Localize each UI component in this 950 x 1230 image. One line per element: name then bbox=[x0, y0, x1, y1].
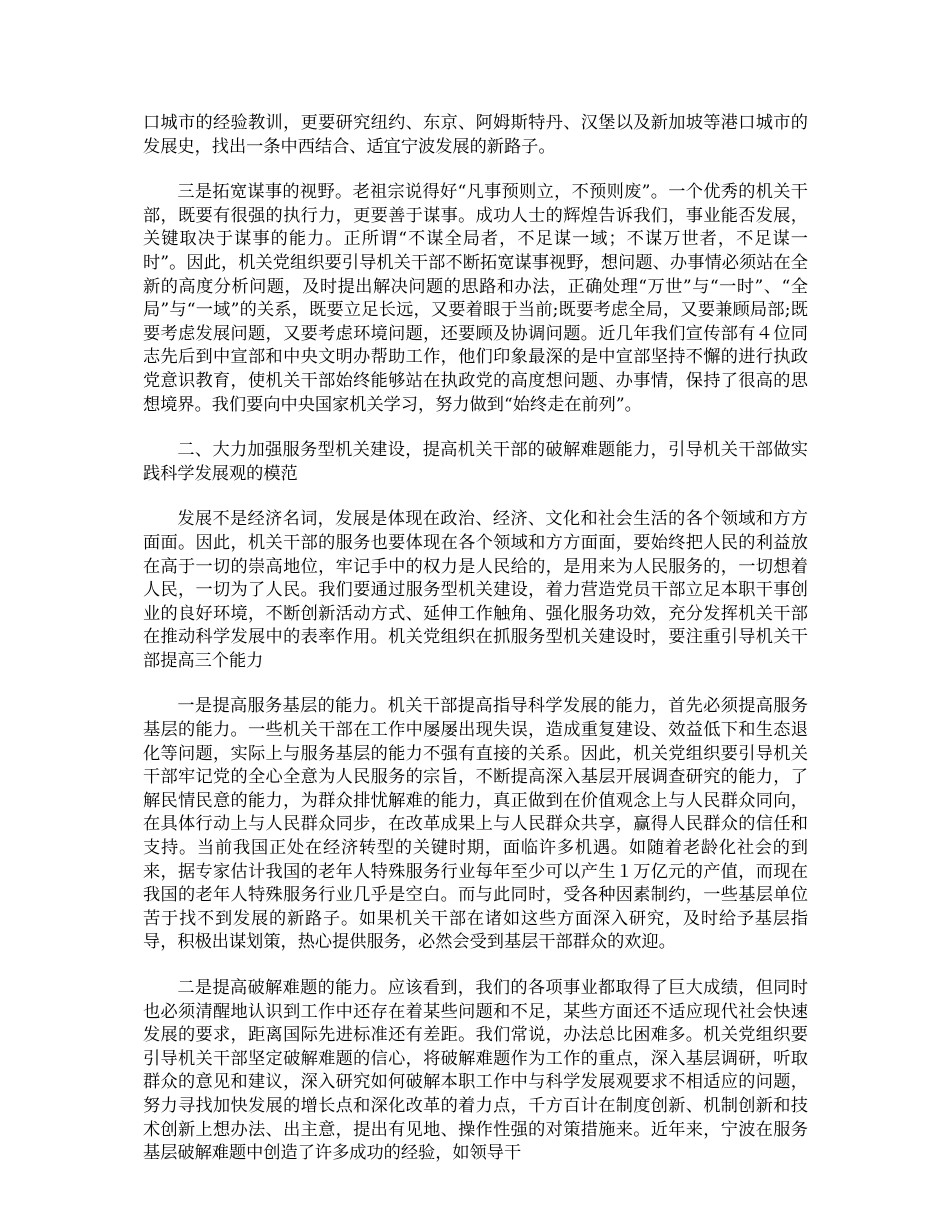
paragraph-development-intro: 发展不是经济名词，发展是体现在政治、经济、文化和社会生活的各个领域和方方面面。因此，机关干部的服务也要体现在各个领域和方方面面，要始终把人民的利益放在高于一切的崇高地位，牢记手中的权力是人民给的，是用来为人民服务的，一切想着人民，一切为了人民。我们要通过服务型机关建设，着力营造党员干部立足本职干事创业的良好环境，不断创新活动方式、延伸工作触角、强化服务功效，充分发挥机关干部在推动科学发展中的表率作用。机关党组织在抓服务型机关建设时，要注重引导机关干部提高三个能力 bbox=[143, 509, 808, 671]
paragraph-first-point-serve-grassroots: 一是提高服务基层的能力。机关干部提高指导科学发展的能力，首先必须提高服务基层的能力。一些机关干部在工作中屡屡出现失误，造成重复建设、效益低下和生态退化等问题，实际上与服务基层的能力不强有直接的关系。因此，机关党组织要引导机关干部牢记党的全心全意为人民服务的宗旨，不断提高深入基层开展调查研究的能力，了解民情民意的能力，为群众排忧解难的能力，真正做到在价值观念上与人民群众同向，在具体行动上与人民群众同步，在改革成果上与人民群众共享，赢得人民群众的信任和支持。当前我国正处在经济转型的关键时期，面临许多机遇。如随着老龄化社会的到来，据专家估计我国的老年人特殊服务行业每年至少可以产生１万亿元的产值，而现在我国的老年人特殊服务行业几乎是空白。而与此同时，受各种因素制约，一些基层单位苦于找不到发展的新路子。如果机关干部在诸如这些方面深入研究，及时给予基层指导，积极出谋划策，热心提供服务，必然会受到基层干部群众的欢迎。 bbox=[143, 696, 808, 953]
paragraph-third-point-vision: 三是拓宽谋事的视野。老祖宗说得好“凡事预则立，不预则废”。一个优秀的机关干部，既要有很强的执行力，更要善于谋事。成功人士的辉煌告诉我们，事业能否发展，关键取决于谋事的能力。正所谓“不谋全局者，不足谋一域；不谋万世者，不足谋一时”。因此，机关党组织要引导机关干部不断拓宽谋事视野，想问题、办事情必须站在全新的高度分析问题，及时提出解决问题的思路和办法，正确处理“万世”与“一时”、“全局”与“一域”的关系，既要立足长远，又要着眼于当前;既要考虑全局，又要兼顾局部;既要考虑发展问题，又要考虑环境问题，还要顾及协调问题。近几年我们宣传部有４位同志先后到中宣部和中央文明办帮助工作，他们印象最深的是中宣部坚持不懈的进行执政党意识教育，使机关干部始终能够站在执政党的高度想问题、办事情，保持了很高的思想境界。我们要向中央国家机关学习，努力做到“始终走在前列”。 bbox=[143, 182, 808, 415]
document-page bbox=[143, 112, 808, 1188]
paragraph-continuation: 口城市的经验教训，更要研究纽约、东京、阿姆斯特丹、汉堡以及新加坡等港口城市的发展史，找出一条中西结合、适宜宁波发展的新路子。 bbox=[143, 113, 808, 157]
section-heading-service-organ: 二、大力加强服务型机关建设，提高机关干部的破解难题能力，引导机关干部做实践科学发展观的模范 bbox=[143, 440, 808, 484]
paragraph-second-point-solve-problems: 二是提高破解难题的能力。应该看到，我们的各项事业都取得了巨大成绩，但同时也必须清醒地认识到工作中还存在着某些问题和不足，某些方面还不适应现代社会快速发展的要求，距离国际先进标准还有差距。我们常说，办法总比困难多。机关党组织要引导机关干部坚定破解难题的信心，将破解难题作为工作的重点，深入基层调研，听取群众的意见和建议，深入研究如何破解本职工作中与科学发展观要求不相适应的问题，努力寻找加快发展的增长点和深化改革的着力点，千方百计在制度创新、机制创新和技术创新上想办法、出主意，提出有见地、操作性强的对策措施来。近年来，宁波在服务基层破解难题中创造了许多成功的经验，如领导干 bbox=[143, 978, 808, 1164]
